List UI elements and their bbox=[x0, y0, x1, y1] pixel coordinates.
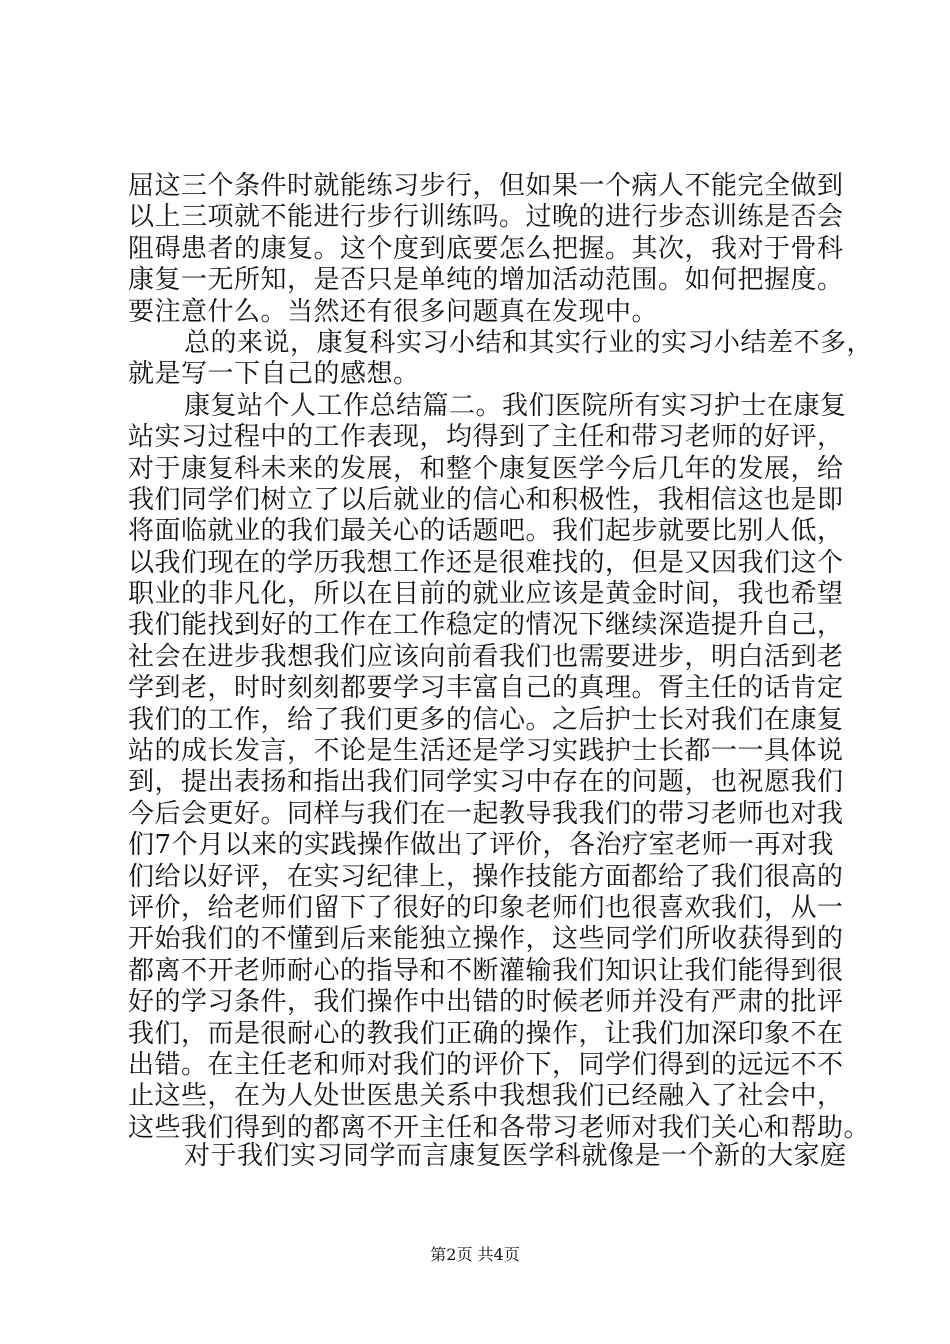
text-line: 将面临就业的我们最关心的话题吧。我们起步就要比别人低， bbox=[128, 516, 844, 547]
page-footer: 第2页 共4页 bbox=[430, 1245, 520, 1264]
text-line: 开始我们的不懂到后来能独立操作，这些同学们所收获得到的 bbox=[128, 924, 844, 955]
text-line: 总的来说，康复科实习小结和其实行业的实习小结差不多， bbox=[184, 327, 874, 358]
text-line: 我们能找到好的工作在工作稳定的情况下继续深造提升自己， bbox=[128, 610, 844, 641]
text-line: 我们同学们树立了以后就业的信心和积极性，我相信这也是即 bbox=[128, 484, 844, 515]
text-line: 们给以好评，在实习纪律上，操作技能方面都给了我们很高的 bbox=[128, 861, 844, 892]
text-line: 站实习过程中的工作表现，均得到了主任和带习老师的好评， bbox=[128, 422, 844, 453]
text-line: 学到老，时时刻刻都要学习丰富自己的真理。胥主任的话肯定 bbox=[128, 673, 844, 704]
text-line: 要注意什么。当然还有很多问题真在发现中。 bbox=[128, 296, 659, 327]
text-line: 就是写一下自己的感想。 bbox=[128, 359, 420, 390]
closing-paragraph: 对于我们实习同学而言康复医学科就像是一个新的大家庭 bbox=[184, 1141, 847, 1171]
text-line: 到，提出表扬和指出我们同学实习中存在的问题，也祝愿我们 bbox=[128, 767, 844, 798]
text-line: 对于康复科未来的发展，和整个康复医学今后几年的发展，给 bbox=[128, 453, 844, 484]
text-line: 屈这三个条件时就能练习步行，但如果一个病人不能完全做到 bbox=[128, 171, 844, 201]
text-line: 职业的非凡化，所以在目前的就业应该是黄金时间，我也希望 bbox=[128, 579, 844, 610]
text-line: 止这些，在为人处世医患关系中我想我们已经融入了社会中， bbox=[128, 1081, 844, 1112]
text-line: 以上三项就不能进行步行训练吗。过晚的进行步态训练是否会 bbox=[128, 202, 844, 233]
text-line: 阻碍患者的康复。这个度到底要怎么把握。其次，我对于骨科 bbox=[128, 233, 844, 264]
text-line: 出错。在主任老和师对我们的评价下，同学们得到的远远不不 bbox=[128, 1049, 844, 1080]
text-line: 都离不开老师耐心的指导和不断灌输我们知识让我们能得到很 bbox=[128, 955, 844, 986]
text-line: 社会在进步我想我们应该向前看我们也需要进步，明白活到老 bbox=[128, 641, 844, 672]
text-line: 康复一无所知，是否只是单纯的增加活动范围。如何把握度。 bbox=[128, 265, 844, 296]
text-line: 们7个月以来的实践操作做出了评价，各治疗室老师一再对我 bbox=[128, 830, 835, 861]
text-line: 评价，给老师们留下了很好的印象老师们也很喜欢我们，从一 bbox=[128, 892, 844, 923]
text-line: 好的学习条件，我们操作中出错的时候老师并没有严肃的批评 bbox=[128, 987, 844, 1018]
text-line: 今后会更好。同样与我们在一起教导我我们的带习老师也对我 bbox=[128, 798, 844, 829]
text-line: 站的成长发言，不论是生活还是学习实践护士长都一一具体说 bbox=[128, 736, 844, 767]
text-line: 这些我们得到的都离不开主任和各带习老师对我们关心和帮助。 bbox=[128, 1112, 871, 1143]
document-body bbox=[128, 171, 874, 1144]
text-line: 我们的工作，给了我们更多的信心。之后护士长对我们在康复 bbox=[128, 704, 844, 735]
text-line: 康复站个人工作总结篇二。我们医院所有实习护士在康复 bbox=[184, 390, 847, 421]
text-line: 以我们现在的学历我想工作还是很难找的，但是又因我们这个 bbox=[128, 547, 844, 578]
text-line: 我们，而是很耐心的教我们正确的操作，让我们加深印象不在 bbox=[128, 1018, 844, 1049]
